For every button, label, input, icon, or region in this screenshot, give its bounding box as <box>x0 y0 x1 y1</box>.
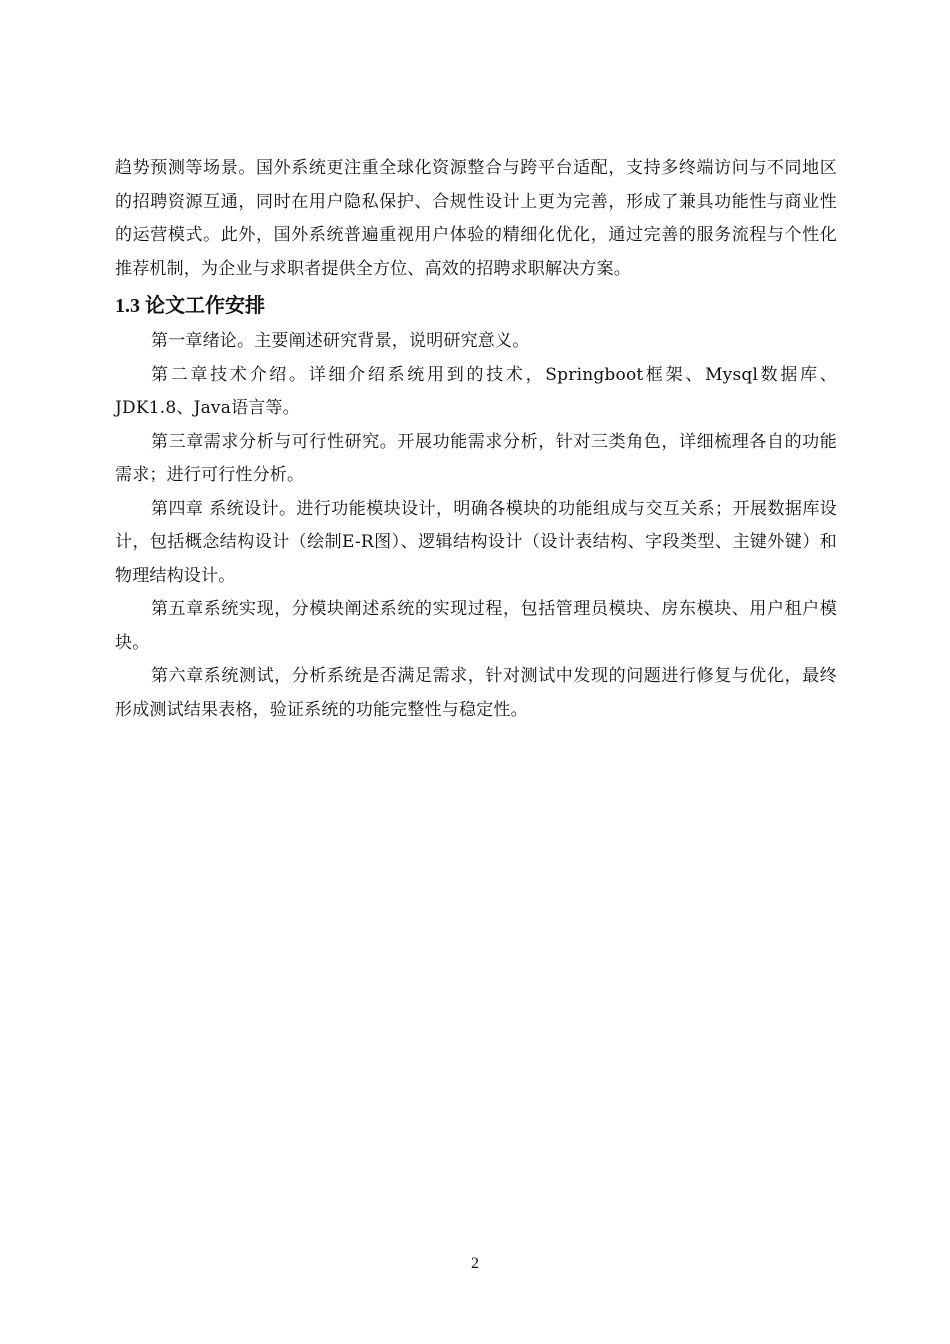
chapter-5-paragraph: 第五章系统实现，分模块阐述系统的实现过程，包括管理员模块、房东模块、用户租户模块。 <box>115 599 837 653</box>
page-body <box>115 152 837 727</box>
chapter-3-paragraph: 第三章需求分析与可行性研究。开展功能需求分析，针对三类角色，详细梳理各自的功能需求；进行可行性分析。 <box>115 431 837 485</box>
chapter-6-paragraph: 第六章系统测试，分析系统是否满足需求，针对测试中发现的问题进行修复与优化，最终形成测试结果表格，验证系统的功能完整性与稳定性。 <box>115 666 837 720</box>
chapter-4-paragraph: 第四章 系统设计。进行功能模块设计，明确各模块的功能组成与交互关系；开展数据库设计，包括概念结构设计（绘制E-R图）、逻辑结构设计（设计表结构、字段类型、主键外键）和物理结构设计。 <box>115 498 837 586</box>
section-heading: 1.3 论文工作安排 <box>115 295 265 317</box>
continuation-paragraph: 趋势预测等场景。国外系统更注重全球化资源整合与跨平台适配，支持多终端访问与不同地区的招聘资源互通，同时在用户隐私保护、合规性设计上更为完善，形成了兼具功能性与商业性的运营模式。此外，国外系统普遍重视用户体验的精细化优化，通过完善的服务流程与个性化推荐机制，为企业与求职者提供全方位、高效的招聘求职解决方案。 <box>115 158 837 279</box>
chapter-1-paragraph: 第一章绪论。主要阐述研究背景，说明研究意义。 <box>151 331 530 351</box>
page-number: 2 <box>471 1255 479 1272</box>
chapter-2-paragraph: 第二章技术介绍。详细介绍系统用到的技术，Springboot框架、Mysql数据库、JDK1.8、Java语言等。 <box>115 364 837 418</box>
